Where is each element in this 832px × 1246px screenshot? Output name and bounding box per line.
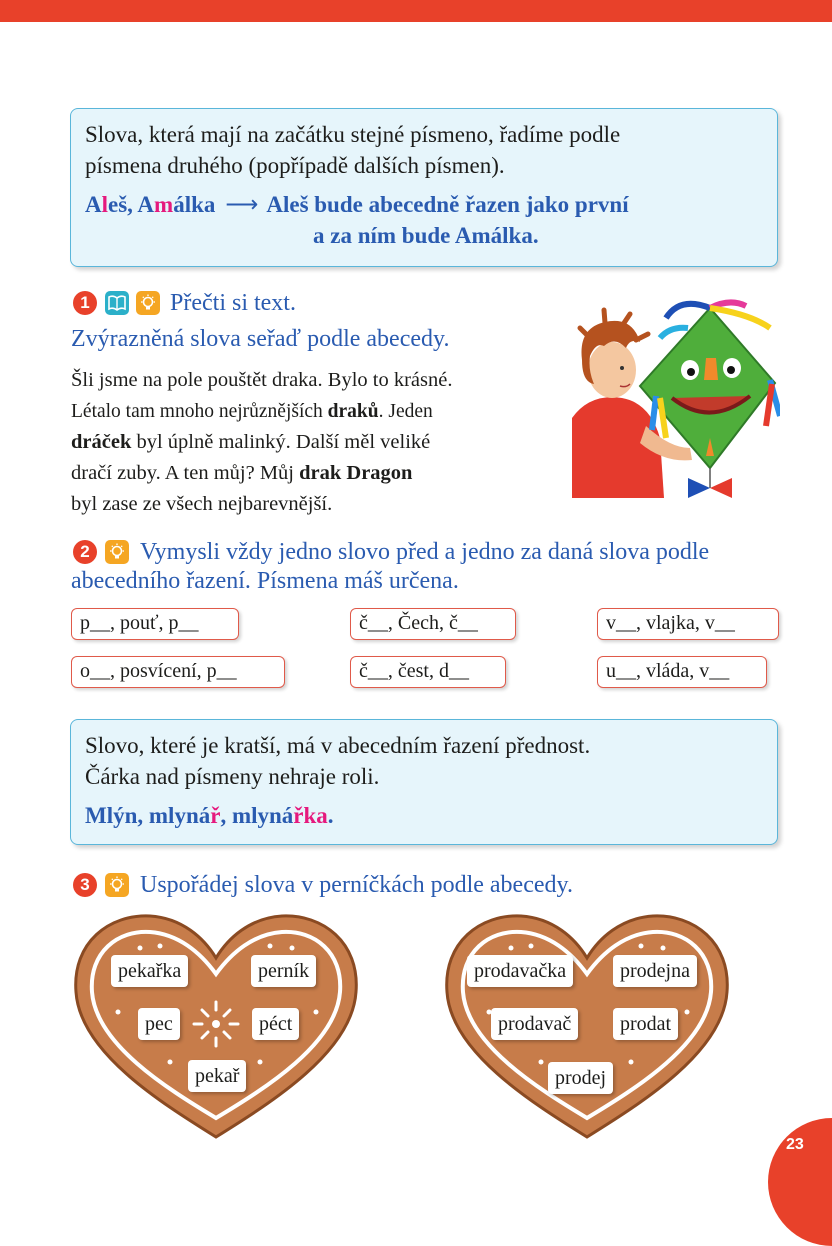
task-title: Přečti si text. [170, 290, 296, 316]
word-tag[interactable]: pec [138, 1008, 180, 1040]
fill-in-box[interactable]: v__, vlajka, v__ [597, 608, 779, 640]
story-line: Létalo tam mnoho nejrůznějších draků. Jeden [71, 401, 433, 422]
task-instruction: abecedního řazení. Písmena máš určena. [71, 568, 459, 594]
rule-text-line: Slova, která mají na začátku stejné písmeno, řadíme podle [85, 122, 621, 147]
rule-text-line: Slovo, které je kratší, má v abecedním řazení přednost. [85, 733, 591, 758]
fill-in-box[interactable]: č__, čest, d__ [350, 656, 506, 688]
boy-with-kite-illustration [560, 298, 780, 513]
word-tag[interactable]: pekařka [111, 955, 188, 987]
bulb-icon [136, 291, 160, 315]
page-number: 23 [786, 1136, 804, 1153]
task-number-badge: 2 [73, 540, 97, 564]
word-tag[interactable]: prodat [613, 1008, 678, 1040]
story-line: byl zase ze všech nejbarevnější. [71, 493, 333, 515]
word-tag[interactable]: perník [251, 955, 316, 987]
fill-in-box[interactable]: o__, posvícení, p__ [71, 656, 285, 688]
word-tag[interactable]: prodejna [613, 955, 697, 987]
task-instruction: Uspořádej slova v perníčkách podle abecedy. [140, 872, 573, 898]
example-explanation: Aleš bude abecedně řazen jako první [266, 192, 629, 217]
fill-in-box[interactable]: p__, pouť, p__ [71, 608, 239, 640]
rule-box-2 [70, 719, 778, 845]
rule-example [85, 189, 763, 251]
word-tag[interactable]: pekař [188, 1060, 246, 1092]
story-line: dračí zuby. A ten můj? Můj drak Dragon [71, 462, 413, 484]
word-tag[interactable]: péct [252, 1008, 299, 1040]
top-bar [0, 0, 832, 22]
rule-example: Mlýn, mlynář, mlynářka. [85, 803, 334, 828]
fill-in-box[interactable]: č__, Čech, č__ [350, 608, 516, 640]
highlighted-word: draků [327, 401, 379, 422]
bulb-icon [105, 540, 129, 564]
page-number-badge [768, 1118, 832, 1246]
highlighted-word: drak Dragon [299, 462, 413, 484]
example-word: Aleš, Amálka [85, 192, 216, 217]
fill-in-box[interactable]: u__, vláda, v__ [597, 656, 767, 688]
task-number-badge: 3 [73, 873, 97, 897]
highlighted-word: dráček [71, 431, 132, 453]
story-text [71, 365, 561, 520]
task-instruction: Zvýrazněná slova seřaď podle abecedy. [71, 326, 450, 352]
arrow-icon: ⟶ [225, 192, 259, 217]
story-line: dráček byl úplně malinký. Další měl veliké [71, 431, 431, 453]
example-explanation: a za ním bude Amálka. [313, 223, 539, 248]
book-icon [105, 291, 129, 315]
task-number-badge: 1 [73, 291, 97, 315]
rule-text-line: Čárka nad písmeny nehraje roli. [85, 764, 380, 789]
rule-text-line: písmena druhého (popřípadě dalších písmen). [85, 153, 505, 178]
gingerbread-heart-2 [441, 912, 733, 1140]
gingerbread-heart-1 [70, 912, 362, 1140]
task-instruction: Vymysli vždy jedno slovo před a jedno za daná slova podle [140, 539, 710, 565]
word-tag[interactable]: prodavačka [467, 955, 573, 987]
story-line: Šli jsme na pole pouštět draka. Bylo to krásné. [71, 369, 453, 391]
word-tag[interactable]: prodej [548, 1062, 613, 1094]
word-tag[interactable]: prodavač [491, 1008, 578, 1040]
rule-box-1 [70, 108, 778, 267]
bulb-icon [105, 873, 129, 897]
